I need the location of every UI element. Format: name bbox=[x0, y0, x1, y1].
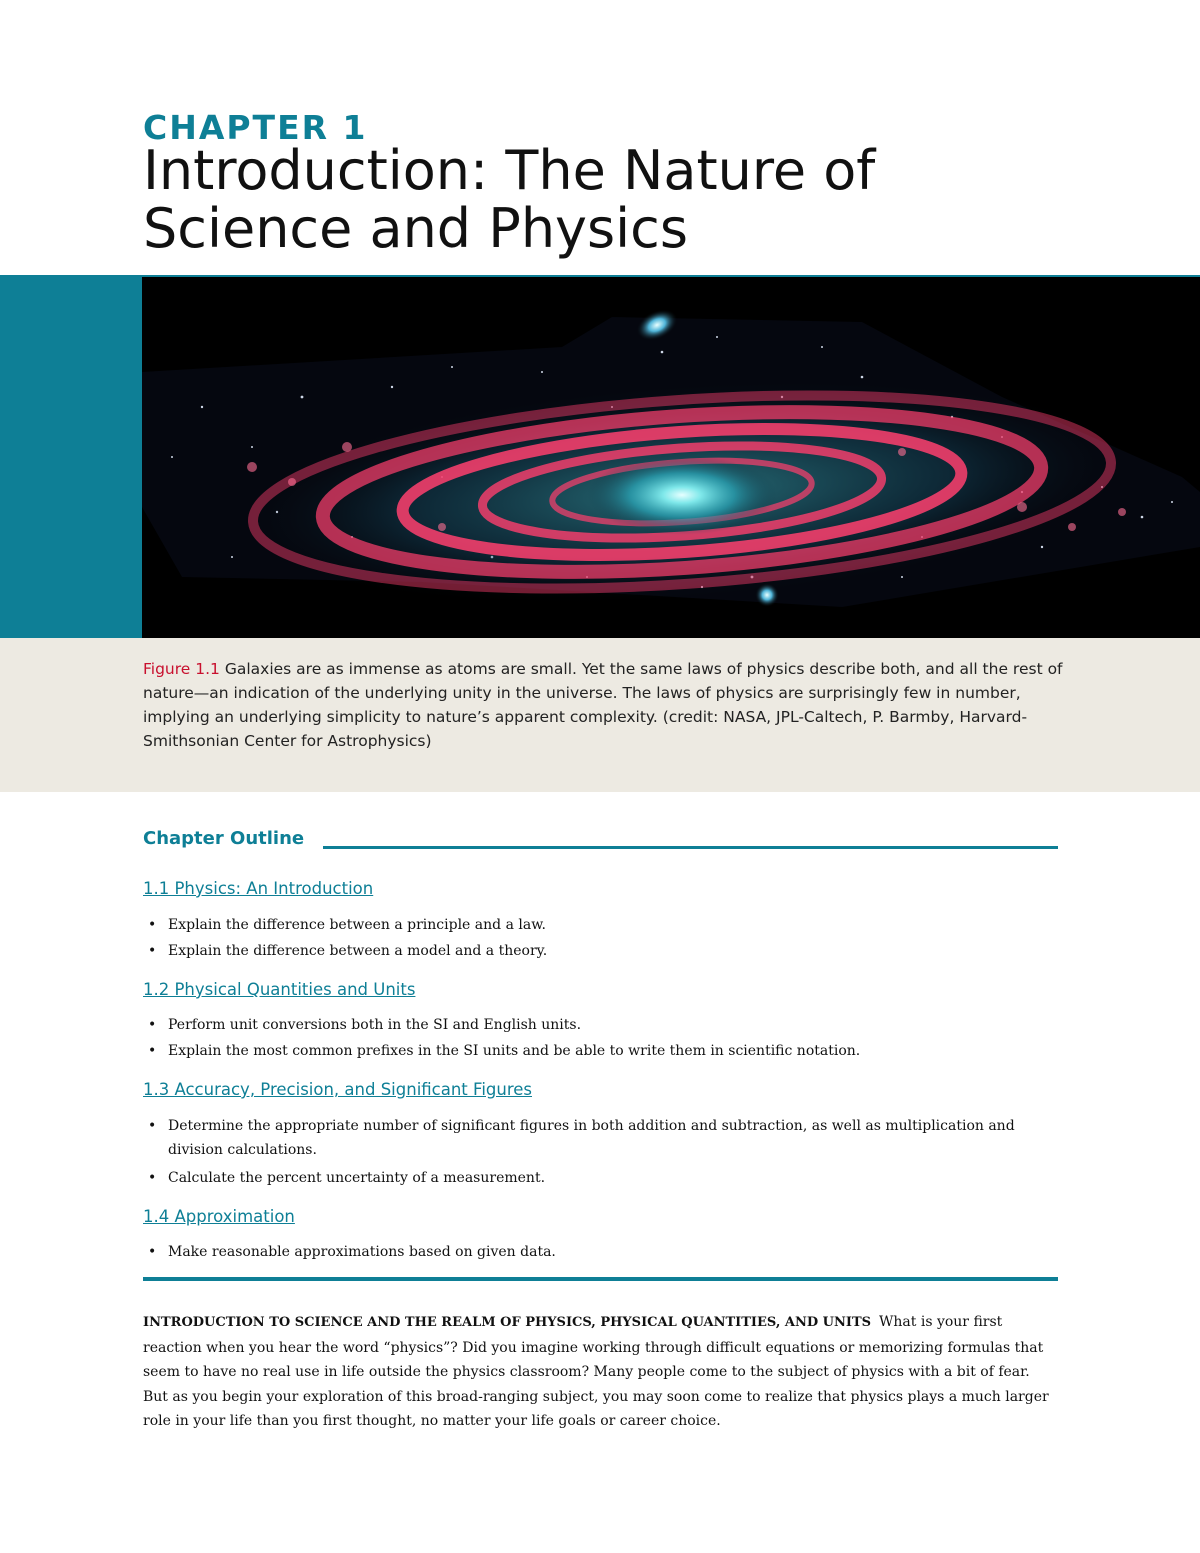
figure-caption-box bbox=[0, 638, 1200, 792]
chapter-outline-rule bbox=[323, 846, 1058, 849]
figure-caption bbox=[143, 657, 1063, 753]
objective-item: • Make reasonable approximations based on given data. bbox=[148, 1240, 1048, 1264]
bullet: • bbox=[148, 1118, 157, 1134]
objective-item: • Perform unit conversions both in the SI and English units. bbox=[148, 1013, 1048, 1037]
objective-item: • Explain the most common prefixes in the SI units and be able to write them in scientific notation. bbox=[148, 1039, 1048, 1063]
chapter-label: CHAPTER 1 bbox=[143, 108, 368, 147]
objective-item: • Explain the difference between a model and a theory. bbox=[148, 939, 1048, 963]
introduction-paragraph bbox=[143, 1310, 1058, 1434]
chapter-title-line-2: Science and Physics bbox=[143, 197, 688, 260]
section-link-1-4[interactable]: 1.4 Approximation bbox=[143, 1207, 295, 1226]
figure-caption-text: Galaxies are as immense as atoms are small. Yet the same laws of physics describe both, and all the rest of nature—an indication of the underlying unity in the universe. The laws of physics are surprisingly few in number, implying an underlying simplicity to nature’s apparent complexity. (credit: NASA, JPL-Caltech, P. Barmby, Harvard-Smithsonian Center for Astrophysics) bbox=[143, 660, 1063, 750]
bullet: • bbox=[148, 943, 157, 959]
bullet: • bbox=[148, 1043, 157, 1059]
section-link-1-1[interactable]: 1.1 Physics: An Introduction bbox=[143, 879, 374, 898]
objective-item: • Calculate the percent uncertainty of a measurement. bbox=[148, 1166, 1048, 1190]
chapter-title-line-1: Introduction: The Nature of bbox=[143, 139, 876, 202]
objective-item: • Determine the appropriate number of significant figures in both addition and subtraction, as well as multiplication and division calculations. bbox=[148, 1114, 1048, 1162]
chapter-outline-heading: Chapter Outline bbox=[143, 828, 305, 849]
introduction-heading: INTRODUCTION TO SCIENCE AND THE REALM OF PHYSICS, PHYSICAL QUANTITIES, AND UNITS bbox=[143, 1315, 872, 1330]
introduction-text: What is your first reaction when you hear the word “physics”? Did you imagine working through difficult equations or memorizing formulas that seem to have no real use in life outside the physics classroom? Many people come to the subject of physics with a bit of fear. But as you begin your exploration of this broad-ranging subject, you may soon come to realize that physics plays a much larger role in your life than you first thought, no matter your life goals or career choice. bbox=[143, 1314, 1049, 1429]
teal-side-bar bbox=[0, 277, 142, 638]
bullet: • bbox=[148, 1017, 157, 1033]
galaxy-image bbox=[142, 277, 1200, 638]
objective-item: • Explain the difference between a principle and a law. bbox=[148, 913, 1048, 937]
chapter-title bbox=[143, 139, 1143, 260]
figure-label: Figure 1.1 bbox=[143, 660, 220, 678]
outline-bottom-rule bbox=[143, 1277, 1058, 1281]
bullet: • bbox=[148, 917, 157, 933]
section-link-1-2[interactable]: 1.2 Physical Quantities and Units bbox=[143, 980, 416, 999]
bullet: • bbox=[148, 1244, 157, 1260]
bullet: • bbox=[148, 1170, 157, 1186]
section-link-1-3[interactable]: 1.3 Accuracy, Precision, and Significant Figures bbox=[143, 1080, 532, 1099]
